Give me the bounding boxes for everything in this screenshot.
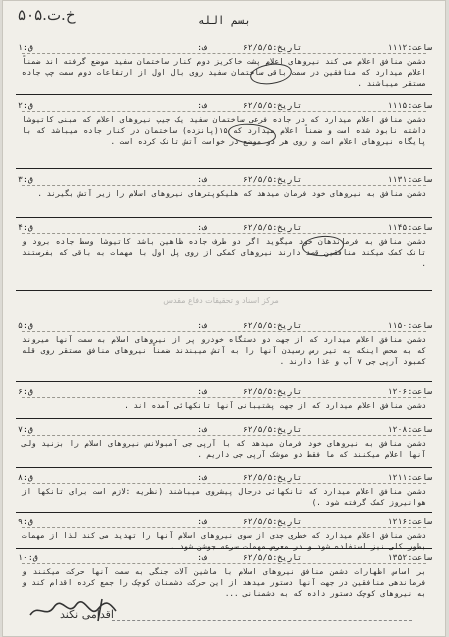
entry-date: تاریخ:۶۲/۵/۵ — [242, 472, 302, 482]
meta-underline — [22, 435, 426, 436]
entry-time: ساعت:۱۲۰۸ — [387, 424, 432, 434]
entry-number: ق:۳ — [18, 174, 33, 184]
log-entry — [16, 320, 432, 378]
meta-underline — [22, 563, 426, 564]
entry-time: ساعت:۱۲۱۱ — [387, 472, 432, 482]
entry-time: ساعت:۱۲۰۶ — [387, 386, 432, 396]
entry-separator — [16, 418, 432, 419]
log-entry — [16, 174, 432, 214]
entry-text: دشمن منافق به نیروهای خود فرمان میدهد که با آرپی جی آمبولانس نیروهای اسلام را بزنید ولی آنها اعلام میکنند که ما فقط دو موشک آرپی جی داریم . — [22, 439, 426, 460]
entry-date: تاریخ:۶۲/۵/۵ — [242, 424, 302, 434]
entry-time: ساعت:۱۲۱۶ — [387, 516, 432, 526]
log-entry — [16, 552, 432, 602]
meta-underline — [22, 483, 426, 484]
entry-date: تاریخ:۶۲/۵/۵ — [242, 100, 302, 110]
entry-f-field: ف: — [197, 472, 207, 482]
entry-date: تاریخ:۶۲/۵/۵ — [242, 552, 302, 562]
entry-time: ساعت:۱۳۵۲ — [387, 552, 432, 562]
entry-text: دشمن منافق اعلام میدارد که در جاده فرعی ساختمان سفید یک جیپ نیروهای اعلام که مبنی کاتیوشا داشته نابود شده است و ضمناً اعلام میدارد که ۱۵(پانزده) ساختمان در کنار جاده میباشد که با پایگاه نیروهای اعلام است و روی هر دو موضع در خواست آتش تانک کرده است . — [22, 115, 426, 147]
entry-time: ساعت:۱۱۱۵ — [387, 100, 432, 110]
entry-text: دشمن منافق اعلام میدارد که از جهت دو دستگاه خودرو پر از نیروهای اسلام به سمت آنها میروند که به محض اینکه به تیر رس رسیدن آنها را به آتش میبندند ضمناً نیروهای منافق مستقر روی قله کمبود آرپی جی ۷ آب و غذا دارند . — [22, 335, 426, 367]
entry-separator — [16, 168, 432, 169]
entry-time: ساعت:۱۱۵۰ — [387, 320, 432, 330]
entry-date: تاریخ:۶۲/۵/۵ — [242, 174, 302, 184]
entry-number: ق:۱ — [18, 42, 33, 52]
meta-underline — [22, 331, 426, 332]
log-entry — [16, 386, 432, 416]
entry-text: دشمن منافق اعلام میدارد که خطری جدی از سوی نیروهای اسلام آنها را تهدید می کند لذا از مهمات بطور کلی نیز استفاده شود و در معرض مهمات سرعه جوشن شود . — [22, 531, 426, 552]
entry-text: دشمن منافق اعلام میدارد که از جهت پشتیبانی آنها تانکهائی آمده اند . — [124, 401, 426, 410]
entry-separator — [16, 94, 432, 95]
entry-number: ق:۱۰ — [18, 552, 38, 562]
entry-text: دشمن منافق اعلام می کند نیروهای اعلام پشت خاکریز دوم کنار ساختمان سفید موضع گرفته اند ضمناً اعلام میدارد که منافقین در سمت باقی ساختمان سفید روی بال اول از ارتفاعات دوم سمت چپ جاده مستقر میباشند . — [22, 57, 426, 89]
entry-time: ساعت:۱۱۴۵ — [387, 222, 432, 232]
meta-underline — [22, 185, 426, 186]
entry-date: تاریخ:۶۲/۵/۵ — [242, 516, 302, 526]
entry-f-field: ف: — [197, 320, 207, 330]
log-entry — [16, 424, 432, 464]
entry-number: ق:۴ — [18, 222, 33, 232]
entry-number: ق:۷ — [18, 424, 33, 434]
meta-underline — [22, 233, 426, 234]
bismillah-heading: بسم الله — [198, 14, 251, 27]
entry-separator — [16, 512, 432, 513]
entry-number: ق:۵ — [18, 320, 33, 330]
entry-time: ساعت:۱۱۱۲ — [387, 42, 432, 52]
entry-f-field: ف: — [197, 174, 207, 184]
entry-f-field: ف: — [197, 100, 207, 110]
entry-text: دشمن منافق به فرماندهان خود میگوید اگر دو طرف جاده ظاهین باشد کاتیوشا وسط جاده برود و تانک کمک میکند منافقین قصد دارند نیروهای کمکی از روی پل اول با مهمات به باقی که بفرستند . — [22, 237, 426, 269]
document-code: خ.ت.۵۰۵ — [18, 6, 76, 24]
entry-f-field: ف: — [197, 222, 207, 232]
entry-f-field: ف: — [197, 424, 207, 434]
entry-date: تاریخ:۶۲/۵/۵ — [242, 386, 302, 396]
entry-date: تاریخ:۶۲/۵/۵ — [242, 320, 302, 330]
entry-text: بر اساس اظهارات دشمن منافق نیروهای اسلام با ماشین آلات جنگی به سمت آنها حرکت میکنند و فرماندهی منافقین در جهت آنها دستور میدهد از این حرکت دشمنان کوچک را جمع کرده اقدام کند و به نیروهای کوچک دستور داده که به دشمنانی ... — [22, 567, 426, 599]
entry-separator — [16, 381, 432, 382]
entry-date: تاریخ:۶۲/۵/۵ — [242, 42, 302, 52]
log-entry — [16, 100, 432, 166]
entry-f-field: ف: — [197, 552, 207, 562]
entry-date: تاریخ:۶۲/۵/۵ — [242, 222, 302, 232]
entry-text: دشمن منافق اعلام میدارد که تانکهائی درحال پیشروی میباشند (نظریه :لازم است برای تانکها از هوانیروز کمک گرفته شود .) — [22, 487, 426, 508]
signature-line — [112, 620, 412, 621]
meta-underline — [22, 53, 426, 54]
log-entry — [16, 42, 432, 92]
log-entry — [16, 222, 432, 288]
archive-watermark: مرکز اسناد و تحقیقات دفاع مقدس — [163, 296, 279, 305]
meta-underline — [22, 397, 426, 398]
meta-underline — [22, 111, 426, 112]
log-entry — [16, 472, 432, 512]
entry-f-field: ف: — [197, 386, 207, 396]
document-sheet — [2, 0, 446, 637]
entry-f-field: ف: — [197, 42, 207, 52]
signature — [28, 597, 118, 627]
entry-separator — [16, 548, 432, 549]
entry-number: ق:۹ — [18, 516, 33, 526]
entry-separator — [16, 290, 432, 291]
entry-time: ساعت:۱۱۳۱ — [387, 174, 432, 184]
entry-number: ق:۲ — [18, 100, 33, 110]
entry-separator — [16, 217, 432, 218]
handwritten-note: اقدامی نکند — [60, 608, 114, 621]
entry-number: ق:۸ — [18, 472, 33, 482]
entry-f-field: ف: — [197, 516, 207, 526]
meta-underline — [22, 527, 426, 528]
signature-scribble — [28, 597, 118, 623]
entry-text: دشمن منافق به نیروهای خود فرمان میدهد که هلیکوپترهای نیروهای اسلام را زیر آتش بگیرند . — [37, 189, 426, 198]
entry-separator — [16, 467, 432, 468]
entry-number: ق:۶ — [18, 386, 33, 396]
